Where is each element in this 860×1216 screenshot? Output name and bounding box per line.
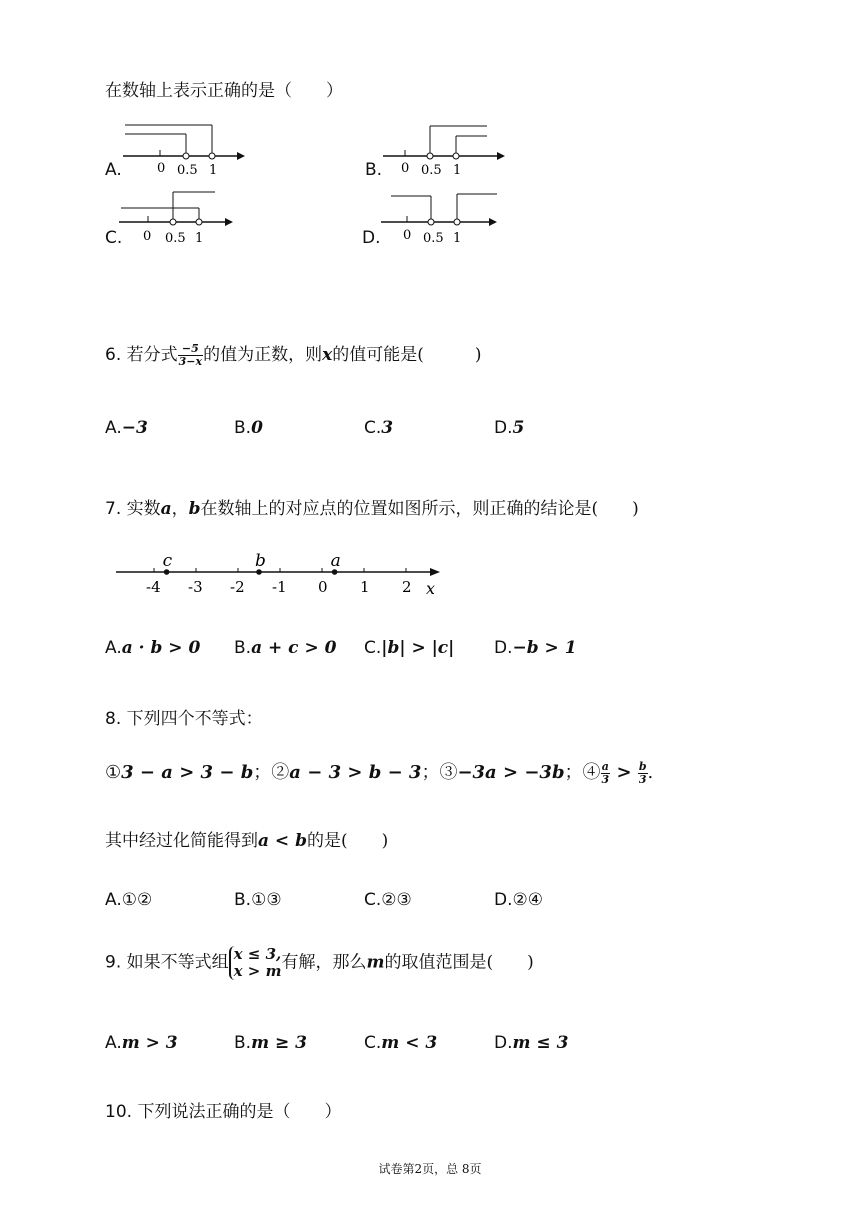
- axis-tick-label: 1: [360, 578, 370, 596]
- option-label: A.: [105, 418, 122, 438]
- q8-item-4-fraction-b: [638, 761, 648, 786]
- axis-tick-label: -4: [146, 578, 161, 596]
- tick-label: 0: [401, 161, 410, 176]
- q8-question-expr: a < b: [258, 831, 307, 851]
- q6-option-d: [494, 418, 524, 438]
- q10-number: 10.: [105, 1102, 133, 1122]
- axis-tick-label: 2: [402, 578, 412, 596]
- option-value: ②③: [381, 890, 412, 910]
- q8-item-3-expr: −3a > −3b: [457, 762, 565, 783]
- q10-stem-text: 下列说法正确的是（ ）: [137, 1102, 342, 1122]
- q8-item-4-mark: ④: [582, 762, 601, 783]
- axis-label: x: [426, 579, 436, 598]
- tick-label: 0: [143, 229, 152, 244]
- axis-tick-label: -2: [230, 578, 245, 596]
- q7-text-post: 在数轴上的对应点的位置如图所示，则正确的结论是( ): [200, 499, 639, 519]
- q7-option-a: [105, 638, 200, 658]
- q8-sep: ；: [421, 762, 440, 783]
- option-value: |b| > |c|: [381, 638, 455, 658]
- point-label-c: c: [162, 552, 173, 571]
- option-value: m < 3: [381, 1033, 438, 1053]
- axis-tick-label: -1: [272, 578, 287, 596]
- q9-text-post: 的取值范围是( ): [384, 952, 534, 973]
- q9-number: 9.: [105, 952, 122, 973]
- option-label: D.: [494, 418, 513, 438]
- q8-stem: [105, 704, 263, 729]
- option-label: D.: [494, 638, 513, 658]
- q6-option-b: [234, 418, 263, 438]
- q8-option-b: [234, 890, 282, 910]
- q8-item-1-mark: ①: [105, 762, 122, 783]
- option-label: A.: [105, 638, 122, 658]
- q7-var-b: b: [188, 499, 201, 519]
- q10-stem: [105, 1097, 341, 1122]
- tick-label: 0: [403, 228, 412, 243]
- q5-option-d-numberline: [375, 186, 515, 246]
- q9-system-line-2: x > m: [233, 962, 282, 980]
- option-value: m ≥ 3: [251, 1033, 307, 1053]
- option-label: B.: [234, 890, 252, 910]
- q5-option-c-label: C.: [105, 228, 123, 248]
- q8-sep: ；: [564, 762, 583, 783]
- q9-system-line-1: x ≤ 3,: [233, 945, 282, 963]
- option-label: C.: [364, 1033, 382, 1053]
- q8-item-3-mark: ③: [439, 762, 458, 783]
- option-value: 0: [251, 418, 263, 438]
- option-label: C.: [364, 890, 382, 910]
- point-label-b: b: [255, 552, 266, 571]
- q6-stem: [105, 340, 481, 368]
- q8-item-2-mark: ②: [271, 762, 290, 783]
- option-value: ①②: [121, 890, 153, 910]
- q7-number: 7.: [105, 499, 122, 519]
- option-value: −3: [121, 418, 148, 438]
- axis-tick-label: 0: [318, 578, 328, 596]
- q5-option-a-label: A.: [105, 160, 122, 180]
- q7-text-pre: 实数: [126, 499, 161, 519]
- fraction-numerator: a: [601, 759, 609, 773]
- q6-text-pre: 若分式: [126, 345, 178, 365]
- option-label: B.: [234, 638, 252, 658]
- tick-label: 0.5: [177, 163, 198, 178]
- option-value: a + c > 0: [251, 638, 337, 658]
- q6-option-a: [105, 418, 148, 438]
- point-label-a: a: [330, 552, 341, 571]
- q5-option-a-numberline: [115, 120, 255, 180]
- option-value: m ≤ 3: [512, 1033, 569, 1053]
- q9-option-d: [494, 1033, 568, 1053]
- option-label: D.: [494, 890, 513, 910]
- q8-item-1-expr: 3 − a > 3 − b: [121, 762, 254, 783]
- q8-question-post: 的是( ): [306, 831, 389, 851]
- q7-stem: [105, 494, 639, 519]
- option-label: D.: [494, 1033, 513, 1053]
- q8-stem-text: 下列四个不等式：: [126, 709, 263, 729]
- option-value: ②④: [512, 890, 543, 910]
- q8-inequalities: [105, 758, 653, 786]
- q6-text-post: 的值可能是( ): [332, 345, 482, 365]
- q5-option-b-label: B.: [365, 160, 383, 180]
- q6-text-mid: 的值为正数，则: [203, 345, 323, 365]
- q8-option-c: [364, 890, 412, 910]
- q8-item-2-expr: a − 3 > b − 3: [289, 762, 422, 783]
- q7-numberline: [110, 552, 450, 602]
- tick-label: 1: [209, 163, 218, 178]
- page-footer: 试卷第2页，总 8页: [378, 1162, 482, 1176]
- tick-label: 1: [195, 231, 204, 246]
- fraction-denominator: 3: [638, 772, 647, 786]
- q9-stem: [105, 946, 534, 980]
- q5-stem: 在数轴上表示正确的是（ ）: [105, 81, 343, 101]
- q6-number: 6.: [105, 345, 122, 365]
- fraction-denominator: 3: [601, 772, 610, 786]
- q5-option-b-numberline: [375, 120, 515, 180]
- q8-question: [105, 826, 388, 851]
- option-label: B.: [234, 418, 252, 438]
- option-value: m > 3: [121, 1033, 178, 1053]
- option-value: a · b > 0: [121, 638, 201, 658]
- q9-var: m: [366, 952, 385, 973]
- option-label: A.: [105, 890, 122, 910]
- option-value: 3: [381, 418, 394, 438]
- q8-question-pre: 其中经过化简能得到: [105, 831, 258, 851]
- q8-item-4-fraction-a: [601, 761, 611, 786]
- q5-option-d-label: D.: [362, 228, 381, 248]
- option-label: B.: [234, 1033, 252, 1053]
- q9-option-a: [105, 1033, 178, 1053]
- option-label: A.: [105, 1033, 122, 1053]
- option-label: C.: [364, 638, 382, 658]
- q6-fraction: [178, 343, 203, 368]
- q5-option-c-numberline: [115, 186, 255, 246]
- tick-label: 0.5: [423, 231, 444, 246]
- tick-label: 0.5: [165, 231, 186, 246]
- q7-var-a: a: [160, 499, 172, 519]
- tick-label: 0.5: [421, 163, 442, 178]
- q8-option-a: [105, 890, 152, 910]
- q9-system: [229, 946, 282, 980]
- option-value: ①③: [251, 890, 282, 910]
- q9-text-pre: 如果不等式组: [126, 952, 229, 973]
- q7-option-d: [494, 638, 577, 658]
- fraction-numerator: b: [638, 759, 647, 773]
- q8-sep: ；: [253, 762, 272, 783]
- q6-var: x: [322, 345, 333, 365]
- q7-option-b: [234, 638, 336, 658]
- option-value: −b > 1: [512, 638, 577, 658]
- q9-text-mid: 有解，那么: [281, 952, 367, 973]
- q9-option-c: [364, 1033, 437, 1053]
- q6-option-c: [364, 418, 393, 438]
- tick-label: 1: [453, 231, 462, 246]
- axis-tick-label: -3: [188, 578, 203, 596]
- q8-option-d: [494, 890, 543, 910]
- option-label: C.: [364, 418, 382, 438]
- q9-option-b: [234, 1033, 307, 1053]
- q6-fraction-denominator: 3−x: [178, 355, 203, 368]
- q8-item-4-end: .: [647, 762, 654, 783]
- q6-fraction-numerator: −5: [178, 343, 203, 356]
- option-value: 5: [512, 418, 525, 438]
- q7-comma: ，: [171, 499, 189, 519]
- tick-label: 0: [157, 161, 166, 176]
- q8-number: 8.: [105, 709, 122, 729]
- q8-item-4-gt: >: [610, 762, 638, 783]
- q7-option-c: [364, 638, 454, 658]
- tick-label: 1: [453, 163, 462, 178]
